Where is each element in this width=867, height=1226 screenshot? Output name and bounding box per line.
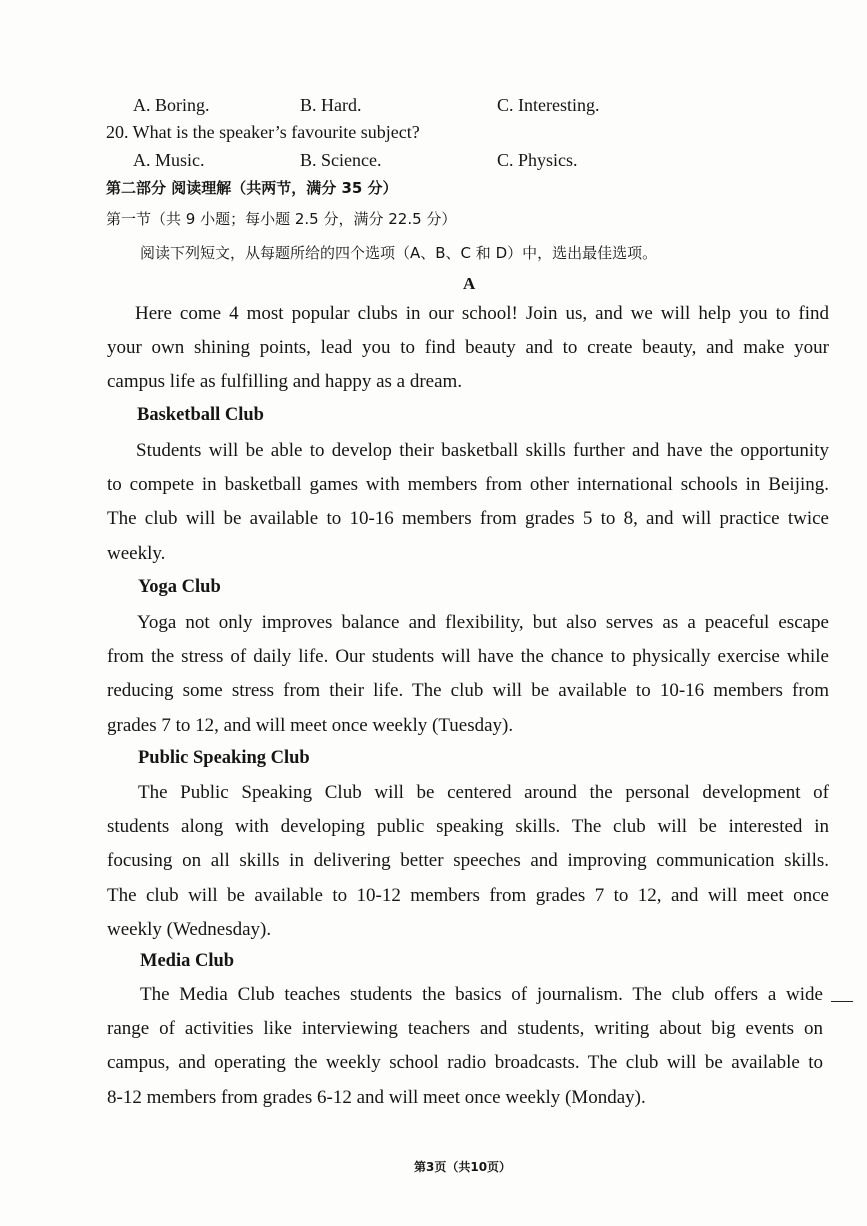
paragraph-line: The club will be available to 10-16 members from grades 5 to 8, and will practice twice [107, 508, 829, 530]
trailing-dash [831, 1001, 853, 1002]
club-paragraph-yoga [107, 606, 829, 743]
paragraph-line: focusing on all skills in delivering better speeches and improving communication skills. [107, 850, 829, 872]
club-paragraph-basketball [107, 434, 829, 571]
page-number: 第3页（共10页） [414, 1160, 512, 1174]
club-heading-yoga: Yoga Club [138, 577, 221, 597]
instructions: 阅读下列短文，从每题所给的四个选项（A、B、C 和 D）中，选出最佳选项。 [140, 244, 658, 262]
q19-option-c: C. Interesting. [497, 95, 600, 115]
paragraph-line: 8-12 members from grades 6-12 and will meet once weekly (Monday). [107, 1086, 646, 1108]
intro-line: campus life as fulfilling and happy as a dream. [107, 371, 463, 393]
q20-option-b: B. Science. [300, 150, 382, 170]
club-paragraph-public-speaking [107, 776, 829, 947]
paragraph-line: weekly (Wednesday). [107, 918, 272, 940]
intro-line: Here come 4 most popular clubs in our school! Join us, and we will help you to find [135, 303, 829, 324]
passage-label: A [463, 274, 476, 293]
q19-option-a: A. Boring. [133, 95, 210, 115]
q19-option-b: B. Hard. [300, 95, 362, 115]
paragraph-line: Students will be able to develop their basketball skills further and have the opportunity [136, 440, 829, 461]
q20-option-a: A. Music. [133, 150, 205, 170]
intro-line: your own shining points, lead you to find beauty and to create beauty, and make your [107, 337, 829, 359]
paragraph-line: to compete in basketball games with members from other international schools in Beijing. [107, 474, 829, 496]
section2-title: 第二部分 阅读理解（共两节，满分 35 分） [106, 179, 398, 197]
intro-paragraph [107, 297, 829, 400]
paragraph-line: range of activities like interviewing teachers and students, writing about big events on [107, 1018, 823, 1040]
section1-title: 第一节（共 9 小题；每小题 2.5 分，满分 22.5 分） [106, 210, 457, 228]
paragraph-line: The club will be available to 10-12 members from grades 7 to 12, and will meet once [107, 884, 829, 906]
paragraph-line: campus, and operating the weekly school radio broadcasts. The club will be available to [107, 1052, 823, 1074]
paragraph-line: from the stress of daily life. Our students will have the chance to physically exercise while [107, 646, 829, 668]
paragraph-line: The Media Club teaches students the basics of journalism. The club offers a wide [140, 984, 823, 1005]
club-heading-basketball: Basketball Club [137, 405, 264, 425]
paragraph-line: The Public Speaking Club will be centered around the personal development of [138, 782, 829, 803]
q20-question: 20. What is the speaker’s favourite subject? [106, 122, 420, 142]
paragraph-line: weekly. [107, 542, 166, 564]
paragraph-line: reducing some stress from their life. The club will be available to 10-16 members from [107, 680, 829, 702]
q20-option-c: C. Physics. [497, 150, 578, 170]
paragraph-line: Yoga not only improves balance and flexibility, but also serves as a peaceful escape [137, 612, 829, 633]
club-heading-media: Media Club [140, 951, 235, 971]
club-heading-public-speaking: Public Speaking Club [138, 748, 310, 768]
club-paragraph-media [107, 978, 823, 1115]
paragraph-line: grades 7 to 12, and will meet once weekly (Tuesday). [107, 714, 514, 736]
paragraph-line: students along with developing public speaking skills. The club will be interested in [107, 816, 829, 838]
